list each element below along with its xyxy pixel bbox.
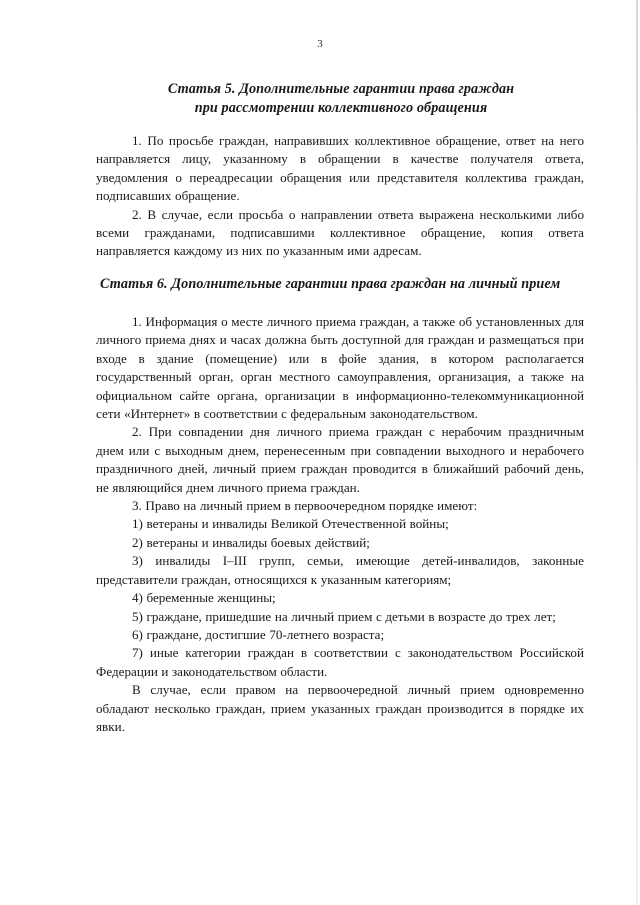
list-item-7: 7) иные категории граждан в соответствии с законодательством Российской Федерации и законодательством области. [96,645,584,679]
article-6-paragraph-2: 2. При совпадении дня личного приема граждан с нерабочим праздничным днем или с выходным днем, перенесенным при совпадении выходного и нерабочего праздничного дней, личный прием граждан проводится в ближайший рабочий день, не являющийся днем личного приема граждан. [96,424,584,495]
list-item-3: 3) инвалиды I–III групп, семьи, имеющие детей-инвалидов, законные представители граждан, относящихся к указанным категориям; [96,553,584,587]
article-6-closing-paragraph: В случае, если правом на первоочередной личный прием одновременно обладают несколько граждан, прием указанных граждан производится в порядке их явки. [96,682,584,734]
article-5-heading [96,80,586,118]
article-5-title-line-1: Статья 5. Дополнительные гарантии права граждан [167,81,515,97]
article-5-body [96,132,584,261]
article-5-paragraph-2: 2. В случае, если просьба о направлении ответа выражена несколькими либо всеми гражданами, подписавшими коллективное обращение, копия ответа направляется каждому из них по указанным ими адресам. [96,206,584,259]
page-number: 3 [317,38,323,50]
article-6-body [96,313,584,736]
article-6-paragraph-1: 1. Информация о месте личного приема граждан, а также об установленных для личного приема днях и часах должна быть доступной для граждан и размещаться при входе в здание (помещение) или в фойе здания, в котором располагается государственный орган, орган местного самоуправления, организация, а также на официальном сайте органа, организации в информационно-телекоммуникационной сети «Интернет» в соответствии с федеральным законодательством. [96,314,584,422]
list-item-1: 1) ветераны и инвалиды Великой Отечественной войны; [132,516,449,532]
list-item-2: 2) ветераны и инвалиды боевых действий; [132,534,370,550]
scan-edge-shadow [636,0,638,905]
article-6-heading: Статья 6. Дополнительные гарантии права граждан на личный прием [100,276,561,292]
article-5-title-line-2: при рассмотрении коллективного обращения [194,100,488,116]
article-5-paragraph-1: 1. По просьбе граждан, направивших коллективное обращение, ответ на него направляется лицу, указанному в обращении в качестве получателя ответа, уведомления о переадресации обращения или представителя коллектива граждан, подписавших обращение. [96,133,584,204]
list-item-4: 4) беременные женщины; [132,590,276,606]
list-item-5: 5) граждане, пришедшие на личный прием с детьми в возрасте до трех лет; [132,608,556,624]
list-item-6: 6) граждане, достигшие 70-летнего возраста; [132,626,385,642]
article-6-paragraph-3: 3. Право на личный прием в первоочередном порядке имеют: [132,498,478,514]
